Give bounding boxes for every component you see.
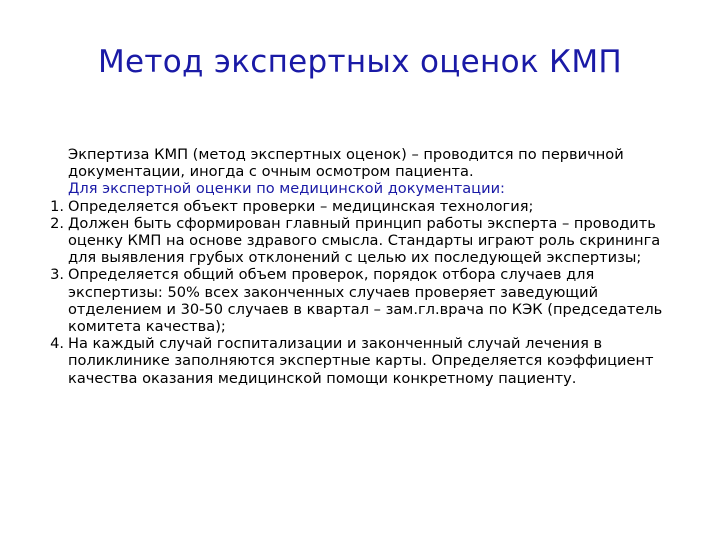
list-item-number: 4.	[50, 335, 64, 353]
list-item	[40, 335, 680, 387]
list-item-text: Определяется объект проверки – медицинская технология;	[68, 197, 534, 215]
list-item-number: 3.	[50, 266, 64, 284]
list-item-number: 1.	[50, 197, 64, 215]
slide-title: Метод экспертных оценок КМП	[97, 44, 623, 80]
list-item	[40, 266, 680, 335]
list-item	[40, 215, 680, 267]
slide-body	[40, 146, 680, 387]
list-item-number: 2.	[50, 214, 64, 232]
list-item-text: На каждый случай госпитализации и законченный случай лечения в поликлинике заполняются экспертные карты. Определяется коэффициент качества оказания медицинской помощи конкретному пациенту.	[68, 335, 654, 387]
list-item-text: Определяется общий объем проверок, порядок отбора случаев для экспертизы: 50% всех законченных случаев проверяет заведующий отделением и 30-50 случаев в квартал – зам.гл.врача по КЭК (председатель комитета качества);	[68, 266, 663, 336]
lead-paragraph: Для экспертной оценки по медицинской документации:	[68, 180, 505, 198]
list-item-text: Должен быть сформирован главный принцип работы эксперта – проводить оценку КМП на основе здравого смысла. Стандарты играют роль скрининга для выявления грубых отклонений с целью их последующей экспертизы;	[68, 214, 661, 267]
list-item	[40, 198, 680, 215]
intro-paragraph: Экпертиза КМП (метод экспертных оценок) – проводится по первичной документации, иногда с очным осмотром пациента.	[68, 146, 624, 181]
